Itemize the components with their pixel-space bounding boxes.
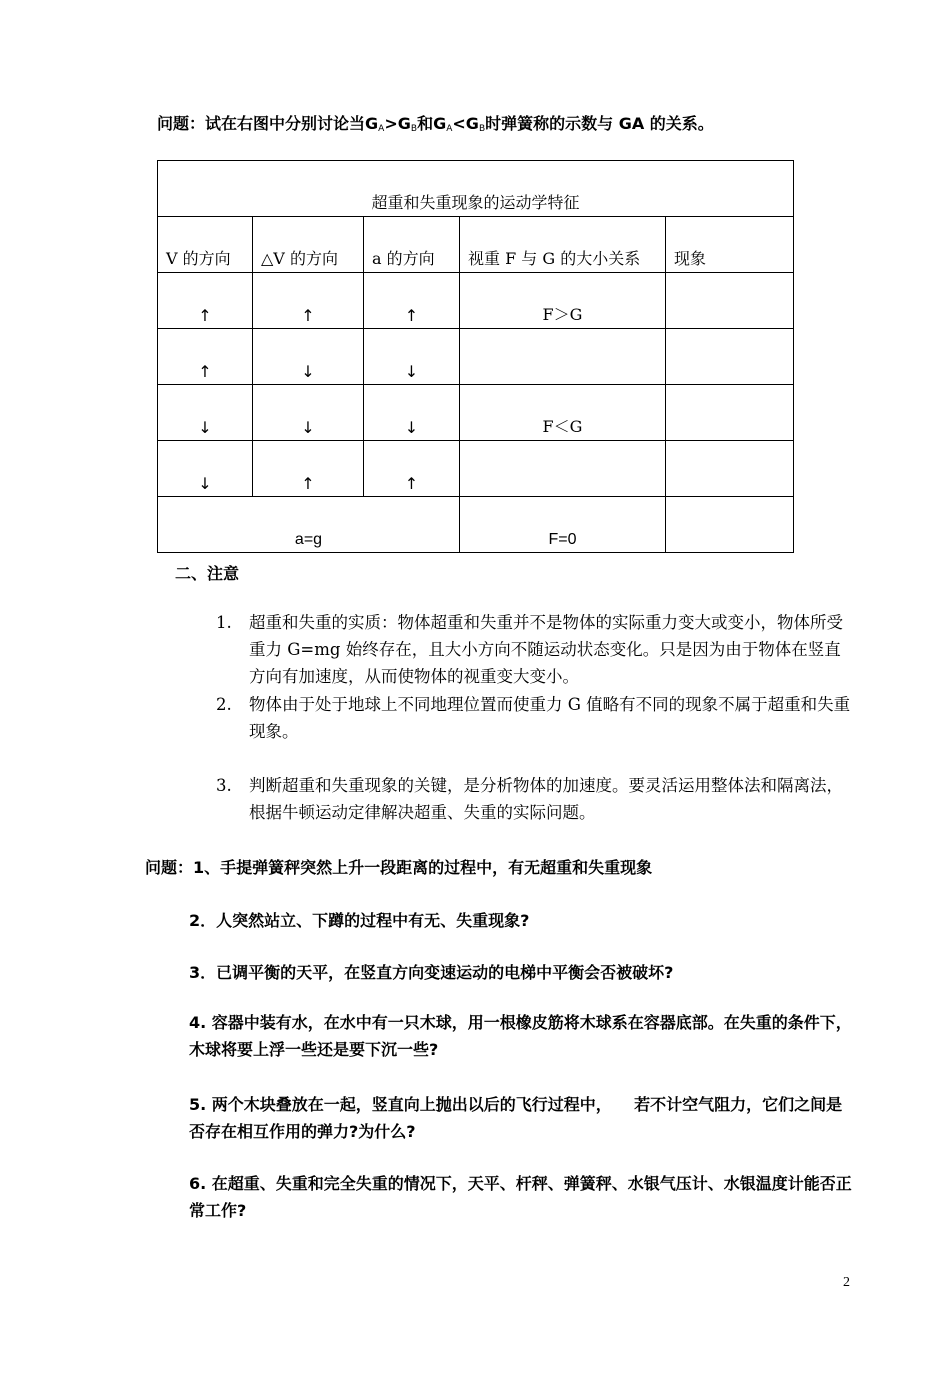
arrow-up-icon: ↑ [158,329,253,385]
table-cell [666,441,794,497]
table-cell [666,385,794,441]
header-dv-direction: △V 的方向 [253,217,364,273]
arrow-down-icon: ↓ [364,385,460,441]
arrow-up-icon: ↑ [253,441,364,497]
note-number: 1. [216,613,232,632]
arrow-up-icon: ↑ [253,273,364,329]
top-question: 问题：试在右图中分别讨论当$G_A>G_B$和$G_A<G_B$时弹簧称的示数与 GA 的关系。 [157,114,714,134]
arrow-up-icon: ↑ [364,273,460,329]
note-text: 判断超重和失重现象的关键，是分析物体的加速度。要灵活运用整体法和隔离法，根据牛顿运动定律解决超重、失重的实际问题。 [249,776,843,822]
table-cell [666,329,794,385]
question-3: 3．已调平衡的天平，在竖直方向变速运动的电梯中平衡会否被破坏? [189,963,674,982]
note-item [216,772,856,826]
header-v-direction: V 的方向 [158,217,253,273]
table-row [158,497,794,553]
arrow-down-icon: ↓ [364,329,460,385]
arrow-up-icon: ↑ [364,441,460,497]
table-title: 超重和失重现象的运动学特征 [158,161,794,217]
table-header-row [158,217,794,273]
arrow-up-icon: ↑ [158,273,253,329]
table-title-row [158,161,794,217]
table-row [158,385,794,441]
table-cell [666,273,794,329]
table-cell [460,329,666,385]
question-2: 2．人突然站立、下蹲的过程中有无、失重现象? [189,911,530,930]
arrow-down-icon: ↓ [158,385,253,441]
note-number: 3. [216,776,232,795]
page-number: 2 [843,1275,850,1290]
free-fall-f: F=0 [460,497,666,553]
table-cell [666,497,794,553]
kinematics-table [157,160,794,553]
table-cell: F＞G [460,273,666,329]
question-5: 5. 两个木块叠放在一起，竖直向上抛出以后的飞行过程中， 若不计空气阻力，它们之间是否存在相互作用的弹力?为什么? [189,1095,843,1141]
table-cell: F＜G [460,385,666,441]
table-row [158,329,794,385]
note-text: 超重和失重的实质：物体超重和失重并不是物体的实际重力变大或变小，物体所受重力 G=mg 始终存在，且大小方向不随运动状态变化。只是因为由于物体在竖直方向有加速度，从而使物体的视重变大变小。 [249,613,843,686]
table-row [158,273,794,329]
header-weight-relation: 视重 F 与 G 的大小关系 [460,217,666,273]
question-6: 6. 在超重、失重和完全失重的情况下，天平、杆秤、弹簧秤、水银气压计、水银温度计能否正常工作? [189,1174,852,1220]
note-item [216,691,856,745]
table-row [158,441,794,497]
note-text: 物体由于处于地球上不同地理位置而使重力 G 值略有不同的现象不属于超重和失重现象。 [249,695,851,741]
question-1: 问题：1、手提弹簧秤突然上升一段距离的过程中，有无超重和失重现象 [145,858,653,877]
header-phenomenon: 现象 [666,217,794,273]
arrow-down-icon: ↓ [253,385,364,441]
question-4: 4. 容器中装有水，在水中有一只木球，用一根橡皮筋将木球系在容器底部。在失重的条件下，木球将要上浮一些还是要下沉一些? [189,1013,852,1059]
note-number: 2. [216,695,232,714]
free-fall-a: a=g [158,497,460,553]
note-item [216,609,856,690]
arrow-down-icon: ↓ [253,329,364,385]
table-cell [460,441,666,497]
header-a-direction: a 的方向 [364,217,460,273]
section-title: 二、注意 [175,564,240,583]
arrow-down-icon: ↓ [158,441,253,497]
